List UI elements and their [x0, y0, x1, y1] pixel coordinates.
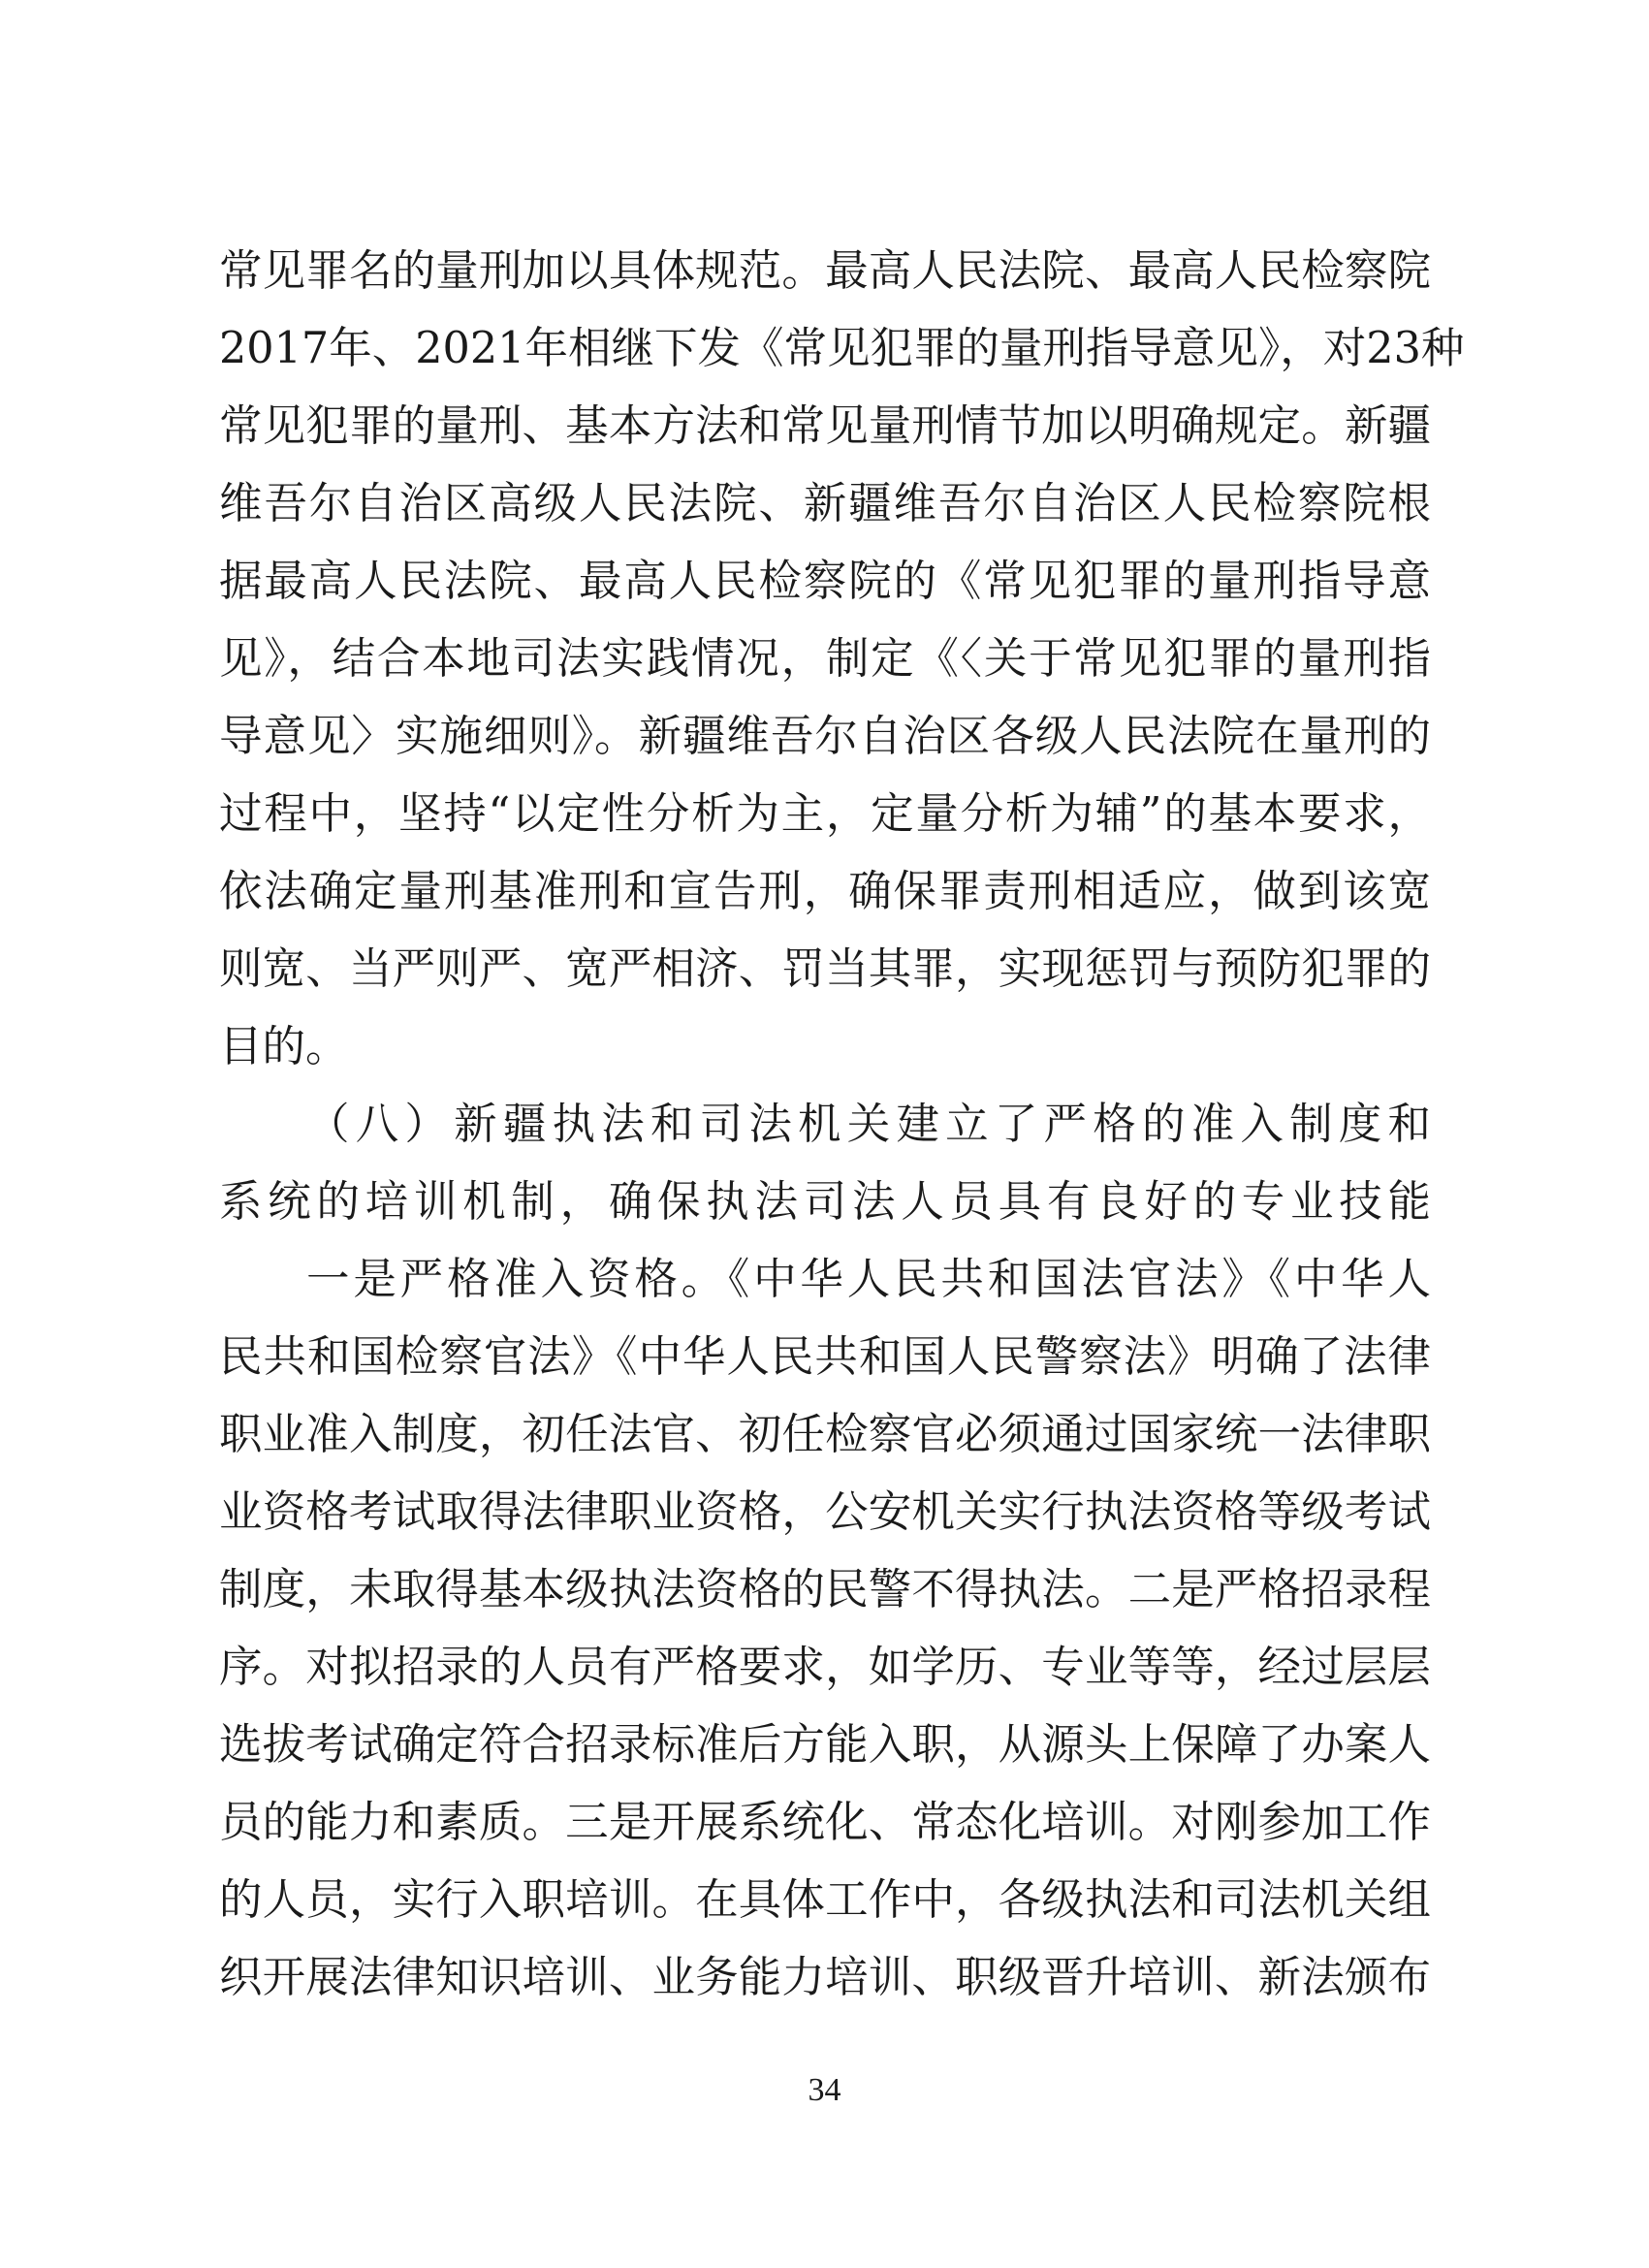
text-line: 常见罪名的量刑加以具体规范。最高人民法院、最高人民检察院	[219, 246, 1431, 296]
text-line: 职业准入制度，初任法官、初任检察官必须通过国家统一法律职	[219, 1410, 1431, 1459]
text-line: 见》，结合本地司法实践情况，制定《〈关于常见犯罪的量刑指	[219, 634, 1431, 684]
text-line: 序。对拟招录的人员有严格要求，如学历、专业等等，经过层层	[219, 1643, 1431, 1692]
text-line: 据最高人民法院、最高人民检察院的《常见犯罪的量刑指导意	[219, 557, 1431, 606]
text-line: 制度，未取得基本级执法资格的民警不得执法。二是严格招录程	[219, 1565, 1431, 1614]
text-line: 业资格考试取得法律职业资格，公安机关实行执法资格等级考试	[219, 1487, 1431, 1537]
text-line: 导意见〉实施细则》。新疆维吾尔自治区各级人民法院在量刑的	[219, 712, 1431, 761]
text-line: 一是严格准入资格。《中华人民共和国法官法》《中华人	[306, 1255, 1431, 1304]
text-line: 民共和国检察官法》《中华人民共和国人民警察法》明确了法律	[219, 1332, 1431, 1382]
text-line: 则宽、当严则严、宽严相济、罚当其罪，实现惩罚与预防犯罪的	[219, 944, 1431, 994]
text-line: 织开展法律知识培训、业务能力培训、职级晋升培训、新法颁布	[219, 1953, 1431, 2002]
text-line: 的人员，实行入职培训。在具体工作中，各级执法和司法机关组	[219, 1875, 1431, 1925]
text-line: 员的能力和素质。三是开展系统化、常态化培训。对刚参加工作	[219, 1798, 1431, 1847]
text-line: 依法确定量刑基准刑和宣告刑，确保罪责刑相适应，做到该宽	[219, 867, 1431, 916]
text-line: 维吾尔自治区高级人民法院、新疆维吾尔自治区人民检察院根	[219, 479, 1431, 528]
text-line: 2017年、2021年相继下发《常见犯罪的量刑指导意见》，对23种	[219, 324, 1465, 373]
text-line: 目的。	[219, 1022, 349, 1071]
page-number: 34	[808, 2072, 841, 2108]
section-heading-line: （八）新疆执法和司法机关建立了严格的准入制度和	[306, 1100, 1431, 1149]
section-heading-line: 系统的培训机制，确保执法司法人员具有良好的专业技能	[219, 1177, 1431, 1227]
text-line: 选拔考试确定符合招录标准后方能入职，从源头上保障了办案人	[219, 1720, 1431, 1770]
text-line: 过程中，坚持“以定性分析为主，定量分析为辅”的基本要求，	[219, 789, 1431, 839]
text-line: 常见犯罪的量刑、基本方法和常见量刑情节加以明确规定。新疆	[219, 401, 1431, 451]
